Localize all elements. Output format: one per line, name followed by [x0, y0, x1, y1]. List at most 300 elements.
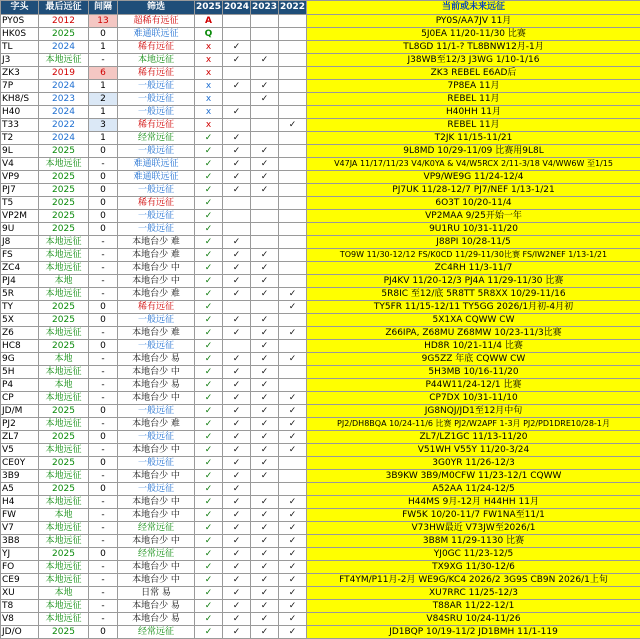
- y2025-cell: Q: [195, 28, 223, 41]
- y2023-cell: [251, 132, 279, 145]
- prefix-cell: 5H: [1, 366, 39, 379]
- y2022-cell: [279, 197, 307, 210]
- interval-cell: -: [89, 522, 118, 535]
- header-2023: 2023: [251, 1, 279, 15]
- y2022-cell: [279, 41, 307, 54]
- last-dxpedition-cell: 2025: [39, 405, 89, 418]
- y2023-cell: ✓: [251, 626, 279, 639]
- header-row: [1, 1, 640, 15]
- y2024-cell: ✓: [223, 457, 251, 470]
- filter-cell: 本地台少 中: [118, 275, 195, 288]
- y2025-cell: ✓: [195, 470, 223, 483]
- y2025-cell: ✓: [195, 145, 223, 158]
- y2024-cell: ✓: [223, 509, 251, 522]
- y2024-cell: [223, 119, 251, 132]
- last-dxpedition-cell: 本地: [39, 587, 89, 600]
- table-row: [1, 613, 640, 626]
- table-row: [1, 600, 640, 613]
- y2024-cell: [223, 197, 251, 210]
- interval-cell: 1: [89, 106, 118, 119]
- filter-cell: 一般远征: [118, 314, 195, 327]
- last-dxpedition-cell: 2025: [39, 184, 89, 197]
- y2023-cell: [251, 301, 279, 314]
- table-row: [1, 561, 640, 574]
- y2025-cell: ✓: [195, 522, 223, 535]
- current-future-cell: V51WH V55Y 11/20-3/24: [307, 444, 640, 457]
- filter-cell: 难通联远征: [118, 158, 195, 171]
- current-future-cell: PJ2/DH8BQA 10/24-11/6 比赛 PJ2/W2APF 1-3月 PJ2/PD1DRE10/28-1月: [307, 418, 640, 431]
- last-dxpedition-cell: 本地远征: [39, 522, 89, 535]
- y2025-cell: ✓: [195, 496, 223, 509]
- y2022-cell: [279, 262, 307, 275]
- filter-cell: 本地台少 难: [118, 418, 195, 431]
- y2022-cell: ✓: [279, 561, 307, 574]
- filter-cell: 本地台少 中: [118, 444, 195, 457]
- interval-cell: -: [89, 470, 118, 483]
- interval-cell: -: [89, 574, 118, 587]
- interval-cell: -: [89, 353, 118, 366]
- interval-cell: -: [89, 158, 118, 171]
- filter-cell: 本地台少 难: [118, 327, 195, 340]
- prefix-cell: V4: [1, 158, 39, 171]
- interval-cell: -: [89, 444, 118, 457]
- last-dxpedition-cell: 2022: [39, 119, 89, 132]
- filter-cell: 稀有远征: [118, 41, 195, 54]
- y2022-cell: [279, 236, 307, 249]
- y2025-cell: ✓: [195, 535, 223, 548]
- y2024-cell: ✓: [223, 132, 251, 145]
- y2022-cell: [279, 171, 307, 184]
- y2024-cell: ✓: [223, 275, 251, 288]
- y2023-cell: ✓: [251, 509, 279, 522]
- current-future-cell: JG8NQJ/JD1至12月中旬: [307, 405, 640, 418]
- filter-cell: 一般远征: [118, 431, 195, 444]
- y2023-cell: [251, 41, 279, 54]
- last-dxpedition-cell: 本地远征: [39, 158, 89, 171]
- filter-cell: 一般远征: [118, 457, 195, 470]
- y2024-cell: [223, 67, 251, 80]
- y2023-cell: ✓: [251, 158, 279, 171]
- filter-cell: 本地台少 中: [118, 262, 195, 275]
- y2024-cell: ✓: [223, 41, 251, 54]
- filter-cell: 本地台少 中: [118, 574, 195, 587]
- interval-cell: -: [89, 54, 118, 67]
- last-dxpedition-cell: 本地远征: [39, 600, 89, 613]
- filter-cell: 本地台少 易: [118, 353, 195, 366]
- y2024-cell: ✓: [223, 574, 251, 587]
- current-future-cell: J88PI 10/28-11/5: [307, 236, 640, 249]
- y2022-cell: ✓: [279, 548, 307, 561]
- current-future-cell: J38WB至12/3 J3WG 1/10-1/16: [307, 54, 640, 67]
- interval-cell: 0: [89, 145, 118, 158]
- y2022-cell: [279, 249, 307, 262]
- table-row: [1, 314, 640, 327]
- interval-cell: -: [89, 535, 118, 548]
- y2024-cell: ✓: [223, 600, 251, 613]
- current-future-cell: 3B9KW 3B9/M0CFW 11/23-12/1 CQWW: [307, 470, 640, 483]
- y2025-cell: ✓: [195, 418, 223, 431]
- current-future-cell: A52AA 11/24-12/5: [307, 483, 640, 496]
- current-future-cell: P44W11/24-12/1 比赛: [307, 379, 640, 392]
- last-dxpedition-cell: 本地: [39, 509, 89, 522]
- table-row: [1, 210, 640, 223]
- y2022-cell: [279, 366, 307, 379]
- filter-cell: 一般远征: [118, 405, 195, 418]
- y2023-cell: [251, 67, 279, 80]
- y2022-cell: [279, 314, 307, 327]
- prefix-cell: Z6: [1, 327, 39, 340]
- y2022-cell: ✓: [279, 496, 307, 509]
- current-future-cell: TL8GD 11/1-? TL8BNW12月-1月: [307, 41, 640, 54]
- prefix-cell: 9U: [1, 223, 39, 236]
- last-dxpedition-cell: 本地远征: [39, 54, 89, 67]
- y2022-cell: [279, 28, 307, 41]
- y2022-cell: ✓: [279, 119, 307, 132]
- prefix-cell: CE9: [1, 574, 39, 587]
- y2024-cell: ✓: [223, 626, 251, 639]
- interval-cell: -: [89, 496, 118, 509]
- y2023-cell: [251, 210, 279, 223]
- y2024-cell: ✓: [223, 587, 251, 600]
- y2022-cell: [279, 15, 307, 28]
- last-dxpedition-cell: 2025: [39, 626, 89, 639]
- prefix-cell: VP9: [1, 171, 39, 184]
- prefix-cell: JD/O: [1, 626, 39, 639]
- y2022-cell: [279, 470, 307, 483]
- current-future-cell: FT4YM/P11月-2月 WE9G/KC4 2026/2 3G9S CB9N 2026/1上旬: [307, 574, 640, 587]
- last-dxpedition-cell: 2019: [39, 67, 89, 80]
- prefix-cell: 9G: [1, 353, 39, 366]
- prefix-cell: XU: [1, 587, 39, 600]
- y2024-cell: [223, 28, 251, 41]
- prefix-cell: FO: [1, 561, 39, 574]
- last-dxpedition-cell: 本地远征: [39, 392, 89, 405]
- last-dxpedition-cell: 本地远征: [39, 470, 89, 483]
- y2023-cell: [251, 223, 279, 236]
- prefix-cell: J3: [1, 54, 39, 67]
- table-row: [1, 158, 640, 171]
- current-future-cell: 5X1XA CQWW CW: [307, 314, 640, 327]
- filter-cell: 本地台少 难: [118, 236, 195, 249]
- y2025-cell: ✓: [195, 340, 223, 353]
- y2022-cell: ✓: [279, 418, 307, 431]
- last-dxpedition-cell: 2025: [39, 28, 89, 41]
- interval-cell: 0: [89, 457, 118, 470]
- header-2022: 2022: [279, 1, 307, 15]
- y2025-cell: ✓: [195, 561, 223, 574]
- current-future-cell: HD8R 10/21-11/4 比赛: [307, 340, 640, 353]
- y2025-cell: ✓: [195, 288, 223, 301]
- last-dxpedition-cell: 本地远征: [39, 561, 89, 574]
- y2023-cell: [251, 106, 279, 119]
- last-dxpedition-cell: 2025: [39, 197, 89, 210]
- current-future-cell: ZC4RH 11/3-11/7: [307, 262, 640, 275]
- table-row: [1, 340, 640, 353]
- current-future-cell: VP9/WE9G 11/24-12/4: [307, 171, 640, 184]
- table-row: [1, 587, 640, 600]
- prefix-cell: KH8/S: [1, 93, 39, 106]
- last-dxpedition-cell: 本地远征: [39, 236, 89, 249]
- y2023-cell: ✓: [251, 249, 279, 262]
- prefix-cell: P4: [1, 379, 39, 392]
- interval-cell: 1: [89, 41, 118, 54]
- table-row: [1, 288, 640, 301]
- filter-cell: 本地台少 易: [118, 613, 195, 626]
- interval-cell: -: [89, 418, 118, 431]
- last-dxpedition-cell: 2025: [39, 145, 89, 158]
- interval-cell: -: [89, 509, 118, 522]
- y2022-cell: ✓: [279, 574, 307, 587]
- current-future-cell: 7P8EA 11月: [307, 80, 640, 93]
- y2025-cell: ✓: [195, 574, 223, 587]
- filter-cell: 本地台少 中: [118, 535, 195, 548]
- y2025-cell: ✓: [195, 405, 223, 418]
- table-row: [1, 119, 640, 132]
- y2022-cell: [279, 210, 307, 223]
- prefix-cell: PY0S: [1, 15, 39, 28]
- y2025-cell: x: [195, 41, 223, 54]
- current-future-cell: JD1BQP 10/19-11/2 JD1BMH 11/1-119: [307, 626, 640, 639]
- interval-cell: 0: [89, 197, 118, 210]
- prefix-cell: PJ2: [1, 418, 39, 431]
- y2023-cell: ✓: [251, 392, 279, 405]
- interval-cell: -: [89, 613, 118, 626]
- current-future-cell: Z66IPA, Z68MU Z68MW 10/23-11/3比赛: [307, 327, 640, 340]
- prefix-cell: ZK3: [1, 67, 39, 80]
- prefix-cell: J8: [1, 236, 39, 249]
- y2024-cell: ✓: [223, 392, 251, 405]
- last-dxpedition-cell: 本地远征: [39, 327, 89, 340]
- interval-cell: -: [89, 561, 118, 574]
- interval-cell: 0: [89, 340, 118, 353]
- current-future-cell: 3G0YR 11/26-12/3: [307, 457, 640, 470]
- last-dxpedition-cell: 本地: [39, 353, 89, 366]
- filter-cell: 一般远征: [118, 106, 195, 119]
- y2022-cell: [279, 80, 307, 93]
- y2022-cell: [279, 184, 307, 197]
- y2025-cell: ✓: [195, 509, 223, 522]
- prefix-cell: T8: [1, 600, 39, 613]
- table-row: [1, 405, 640, 418]
- filter-cell: 稀有远征: [118, 301, 195, 314]
- last-dxpedition-cell: 2025: [39, 301, 89, 314]
- interval-cell: -: [89, 249, 118, 262]
- y2024-cell: ✓: [223, 145, 251, 158]
- table-row: [1, 197, 640, 210]
- last-dxpedition-cell: 2025: [39, 223, 89, 236]
- table-row: [1, 327, 640, 340]
- last-dxpedition-cell: 本地远征: [39, 262, 89, 275]
- table-row: [1, 132, 640, 145]
- interval-cell: 0: [89, 405, 118, 418]
- current-future-cell: ZL7/LZ1GC 11/13-11/20: [307, 431, 640, 444]
- filter-cell: 稀有远征: [118, 67, 195, 80]
- interval-cell: 0: [89, 626, 118, 639]
- last-dxpedition-cell: 本地远征: [39, 249, 89, 262]
- y2025-cell: ✓: [195, 275, 223, 288]
- y2023-cell: ✓: [251, 457, 279, 470]
- table-row: [1, 535, 640, 548]
- last-dxpedition-cell: 2025: [39, 431, 89, 444]
- y2024-cell: ✓: [223, 262, 251, 275]
- table-row: [1, 548, 640, 561]
- table-row: [1, 457, 640, 470]
- header-filter: 筛选: [118, 1, 195, 15]
- filter-cell: 本地台少 中: [118, 366, 195, 379]
- prefix-cell: V5: [1, 444, 39, 457]
- y2023-cell: ✓: [251, 340, 279, 353]
- y2023-cell: ✓: [251, 314, 279, 327]
- y2025-cell: ✓: [195, 236, 223, 249]
- current-future-cell: YJ0GC 11/23-12/5: [307, 548, 640, 561]
- y2023-cell: ✓: [251, 54, 279, 67]
- y2023-cell: ✓: [251, 275, 279, 288]
- y2023-cell: ✓: [251, 418, 279, 431]
- current-future-cell: V84SRU 10/24-11/26: [307, 613, 640, 626]
- y2022-cell: ✓: [279, 444, 307, 457]
- last-dxpedition-cell: 2025: [39, 457, 89, 470]
- filter-cell: 经常远征: [118, 626, 195, 639]
- y2022-cell: ✓: [279, 288, 307, 301]
- table-row: [1, 275, 640, 288]
- interval-cell: 13: [89, 15, 118, 28]
- last-dxpedition-cell: 2025: [39, 210, 89, 223]
- y2023-cell: [251, 28, 279, 41]
- filter-cell: 本地台少 难: [118, 249, 195, 262]
- prefix-cell: CE0Y: [1, 457, 39, 470]
- y2025-cell: ✓: [195, 431, 223, 444]
- filter-cell: 一般远征: [118, 80, 195, 93]
- y2025-cell: ✓: [195, 184, 223, 197]
- y2022-cell: ✓: [279, 600, 307, 613]
- y2023-cell: ✓: [251, 288, 279, 301]
- y2025-cell: ✓: [195, 353, 223, 366]
- prefix-cell: V8: [1, 613, 39, 626]
- interval-cell: -: [89, 587, 118, 600]
- interval-cell: 0: [89, 210, 118, 223]
- current-future-cell: 3B8M 11/29-1130 比赛: [307, 535, 640, 548]
- y2025-cell: ✓: [195, 379, 223, 392]
- prefix-cell: 3B9: [1, 470, 39, 483]
- header-2024: 2024: [223, 1, 251, 15]
- table-row: [1, 28, 640, 41]
- table-row: [1, 67, 640, 80]
- filter-cell: 本地台少 中: [118, 561, 195, 574]
- last-dxpedition-cell: 本地: [39, 275, 89, 288]
- current-future-cell: REBEL 11月: [307, 119, 640, 132]
- y2024-cell: [223, 93, 251, 106]
- y2023-cell: ✓: [251, 587, 279, 600]
- y2025-cell: ✓: [195, 314, 223, 327]
- current-future-cell: T88AR 11/22-12/1: [307, 600, 640, 613]
- y2023-cell: ✓: [251, 444, 279, 457]
- interval-cell: -: [89, 379, 118, 392]
- last-dxpedition-cell: 本地远征: [39, 613, 89, 626]
- y2022-cell: [279, 340, 307, 353]
- interval-cell: 6: [89, 67, 118, 80]
- filter-cell: 一般远征: [118, 483, 195, 496]
- prefix-cell: 5X: [1, 314, 39, 327]
- y2023-cell: ✓: [251, 80, 279, 93]
- filter-cell: 一般远征: [118, 145, 195, 158]
- y2024-cell: ✓: [223, 431, 251, 444]
- prefix-cell: H40: [1, 106, 39, 119]
- current-future-cell: V47JA 11/17/11/23 V4/K0YA & V4/W5RCX 2/11-3/18 V4/WW6W 至1/15: [307, 158, 640, 171]
- interval-cell: 0: [89, 483, 118, 496]
- table-row: [1, 379, 640, 392]
- current-future-cell: 9U1RU 10/31-11/20: [307, 223, 640, 236]
- y2024-cell: ✓: [223, 418, 251, 431]
- y2025-cell: x: [195, 54, 223, 67]
- last-dxpedition-cell: 本地远征: [39, 444, 89, 457]
- y2024-cell: ✓: [223, 80, 251, 93]
- y2025-cell: ✓: [195, 301, 223, 314]
- table-row: [1, 626, 640, 639]
- current-future-cell: TY5FR 11/15-12/11 TY5GG 2026/1月初-4月初: [307, 301, 640, 314]
- y2023-cell: ✓: [251, 327, 279, 340]
- current-future-cell: PY0S/AA7JV 11月: [307, 15, 640, 28]
- filter-cell: 一般远征: [118, 223, 195, 236]
- y2024-cell: ✓: [223, 236, 251, 249]
- last-dxpedition-cell: 2025: [39, 340, 89, 353]
- table-row: [1, 223, 640, 236]
- prefix-cell: ZL7: [1, 431, 39, 444]
- y2024-cell: ✓: [223, 353, 251, 366]
- y2024-cell: ✓: [223, 249, 251, 262]
- prefix-cell: 9L: [1, 145, 39, 158]
- y2024-cell: ✓: [223, 613, 251, 626]
- prefix-cell: V7: [1, 522, 39, 535]
- y2024-cell: ✓: [223, 405, 251, 418]
- prefix-cell: FS: [1, 249, 39, 262]
- filter-cell: 本地台少 易: [118, 600, 195, 613]
- y2023-cell: ✓: [251, 145, 279, 158]
- last-dxpedition-cell: 2025: [39, 171, 89, 184]
- y2023-cell: ✓: [251, 574, 279, 587]
- current-future-cell: REBEL 11月: [307, 93, 640, 106]
- y2023-cell: ✓: [251, 470, 279, 483]
- interval-cell: 0: [89, 431, 118, 444]
- current-future-cell: PJ4KV 11/20-12/3 PJ4A 11/29-11/30 比赛: [307, 275, 640, 288]
- interval-cell: -: [89, 366, 118, 379]
- y2022-cell: ✓: [279, 587, 307, 600]
- prefix-cell: TL: [1, 41, 39, 54]
- y2023-cell: ✓: [251, 366, 279, 379]
- last-dxpedition-cell: 2024: [39, 41, 89, 54]
- y2024-cell: ✓: [223, 327, 251, 340]
- y2024-cell: ✓: [223, 496, 251, 509]
- prefix-cell: T2: [1, 132, 39, 145]
- last-dxpedition-cell: 本地远征: [39, 288, 89, 301]
- y2025-cell: ✓: [195, 613, 223, 626]
- y2023-cell: ✓: [251, 600, 279, 613]
- y2023-cell: [251, 119, 279, 132]
- table-row: [1, 431, 640, 444]
- y2024-cell: ✓: [223, 314, 251, 327]
- interval-cell: 3: [89, 119, 118, 132]
- y2023-cell: ✓: [251, 561, 279, 574]
- y2023-cell: ✓: [251, 613, 279, 626]
- current-future-cell: CP7DX 10/31-11/10: [307, 392, 640, 405]
- interval-cell: -: [89, 275, 118, 288]
- y2023-cell: ✓: [251, 379, 279, 392]
- table-row: [1, 483, 640, 496]
- y2022-cell: [279, 54, 307, 67]
- current-future-cell: XU7RRC 11/25-12/3: [307, 587, 640, 600]
- prefix-cell: FW: [1, 509, 39, 522]
- header-prefix: 字头: [1, 1, 39, 15]
- interval-cell: 0: [89, 184, 118, 197]
